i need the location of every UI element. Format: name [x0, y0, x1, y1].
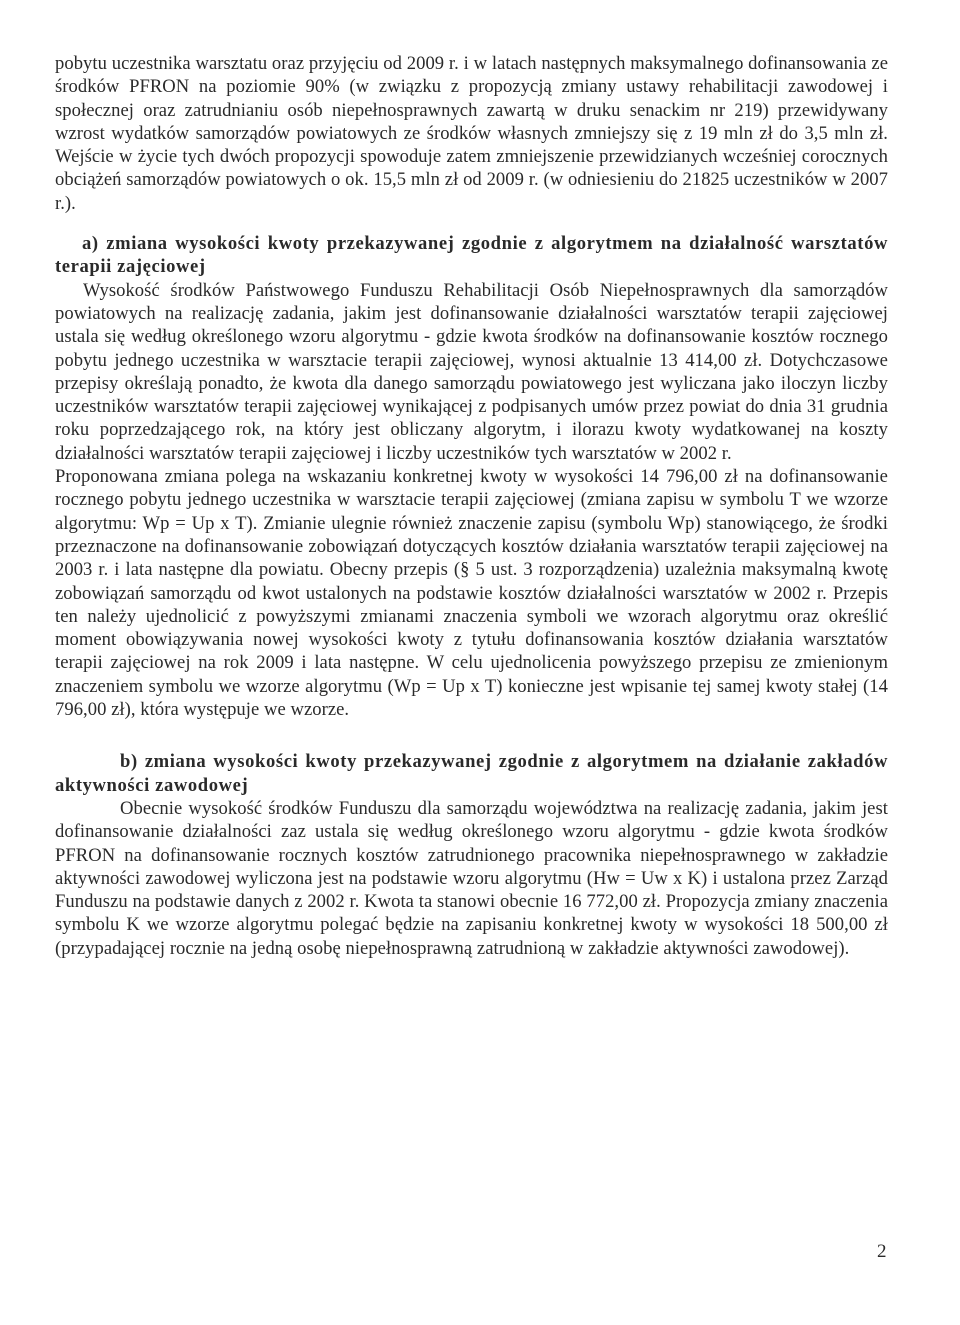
section-a-heading: a) zmiana wysokości kwoty przekazywanej zgodnie z algorytmem na działalność warsztatów terapii zajęciowej	[55, 233, 888, 278]
section-a-paragraph-2: Proponowana zmiana polega na wskazaniu konkretnej kwoty w wysokości 14 796,00 zł na dofinansowanie rocznego pobytu jednego uczestnika w warsztacie terapii zajęciowej (zmiana zapisu w symbolu T we wzorze algorytmu: Wp = Up x T). Zmianie ulegnie również znaczenie zapisu (symbolu Wp) stanowiącego, że środki przeznaczone na dofinansowanie zobowiązań dotyczących kosztów działania warsztatów terapii zajęciowej na 2003 r. i lata następne dla powiatu. Obecny przepis (§ 5 ust. 3 rozporządzenia) uzależnia maksymalną kwotę zobowiązań samorządu od kwot ustalonych na podstawie kosztów działalności warsztatów w 2002 r. Przepis ten należy ujednolicić z powyższymi zmianami znaczenia symboli we wzorach algorytmu oraz określić moment obowiązywania nowej wysokości kwoty z tytułu dofinansowania kosztów działania warsztatów terapii zajęciowej na rok 2009 i lata następne. W celu ujednolicenia powyższego przepisu ze zmienionym znaczeniem symbolu we wzorze algorytmu (Wp = Up x T) konieczne jest wpisanie tej samej kwoty stałej (14 796,00 zł), która występuje we wzorze.	[55, 466, 888, 721]
document-page	[55, 52, 888, 960]
page-number: 2	[877, 1241, 887, 1262]
intro-paragraph: pobytu uczestnika warsztatu oraz przyjęciu od 2009 r. i w latach następnych maksymalnego dofinansowania ze środków PFRON na poziomie 90% (w związku z propozycją zmiany ustawy rehabilitacji zawodowej i społecznej oraz zatrudnianiu osób niepełnosprawnych zawartą w druku senackim nr 219) przewidywany wzrost wydatków samorządów powiatowych ze środków własnych zmniejszy się z 19 mln zł do 3,5 mln zł. Wejście w życie tych dwóch propozycji spowoduje zatem zmniejszenie przewidzianych wcześniej corocznych obciążeń samorządów powiatowych o ok. 15,5 mln zł od 2009 r. (w odniesieniu do 21825 uczestników w 2007 r.).	[55, 53, 888, 214]
section-b-paragraph-1: Obecnie wysokość środków Funduszu dla samorządu województwa na realizację zadania, jakim jest dofinansowanie działalności zaz ustala się według określonego wzoru algorytmu - gdzie kwota środków PFRON na dofinansowanie rocznych kosztów zatrudnionego pracownika niepełnosprawnego w zakładzie aktywności zawodowej wyliczona jest na podstawie wzoru algorytmu (Hw = Uw x K) i ustalona przez Zarząd Funduszu na podstawie danych z 2002 r. Kwota ta stanowi obecnie 16 772,00 zł. Propozycja zmiany znaczenia symbolu K we wzorze algorytmu polegać będzie na zapisaniu konkretnej kwoty w wysokości 18 500,00 zł (przypadającej rocznie na jedną osobę niepełnosprawną zatrudnioną w zakładzie aktywności zawodowej).	[55, 797, 888, 959]
section-a-paragraph-1: Wysokość środków Państwowego Funduszu Rehabilitacji Osób Niepełnosprawnych dla samorządów powiatowych na realizację zadania, jakim jest dofinansowanie działalności warsztatów terapii zajęciowej ustala się według określonego wzoru algorytmu - gdzie kwota środków na dofinansowanie kosztów rocznego pobytu jednego uczestnika w warsztacie terapii zajęciowej, wynosi aktualnie 13 414,00 zł. Dotychczasowe przepisy określają ponadto, że kwota dla danego samorządu powiatowego jest wyliczana jako iloczyn liczby uczestników warsztatów terapii zajęciowej wynikającej z podpisanych umów przez powiat do dnia 31 grudnia roku poprzedzającego rok, na który jest obliczany algorytm, i ilorazu kwoty wydatkowanej na koszty działalności warsztatów terapii zajęciowej i liczby uczestników tych warsztatów w 2002 r.	[55, 279, 888, 464]
section-b-heading: b) zmiana wysokości kwoty przekazywanej zgodnie z algorytmem na działanie zakładów aktywności zawodowej	[55, 751, 888, 796]
